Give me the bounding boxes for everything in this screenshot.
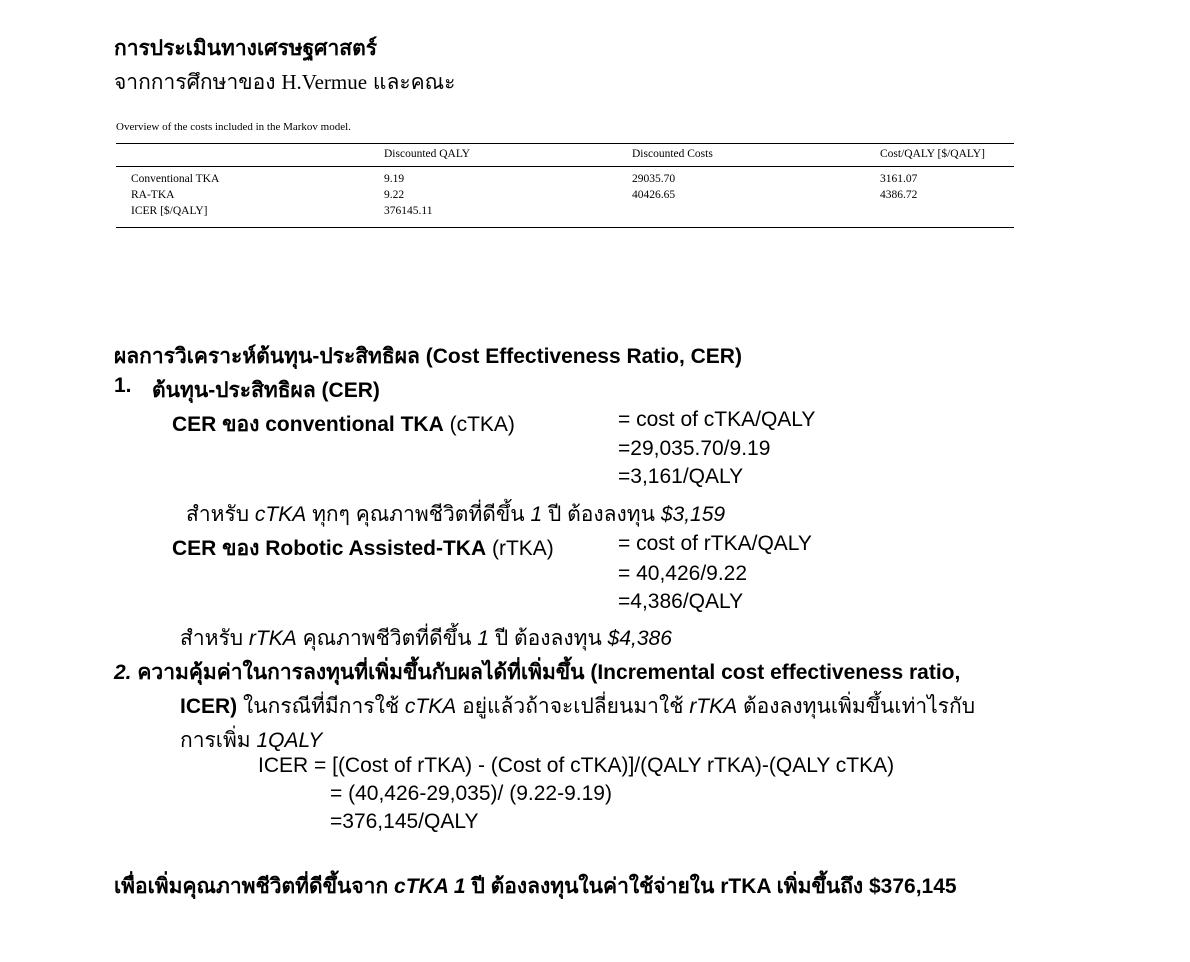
table-cell-cost-qaly: 3161.07 — [880, 173, 918, 185]
subtitle-author: H.Vermue — [281, 70, 368, 94]
ctka-label: CER ของ conventional TKA (cTKA) — [172, 413, 515, 436]
table-cell-costs: 29035.70 — [632, 173, 676, 185]
item1-title: ต้นทุน-ประสิทธิผล (CER) — [152, 379, 380, 402]
rtka-label: CER ของ Robotic Assisted-TKA (rTKA) — [172, 537, 554, 560]
page-title: การประเมินทางเศรษฐศาสตร์ — [114, 37, 378, 60]
table-caption: Overview of the costs included in the Markov model. — [116, 121, 351, 133]
table-cell-costs: 40426.65 — [632, 189, 676, 201]
rtka-eq3: =4,386/QALY — [618, 590, 744, 613]
rtka-eq2: = 40,426/9.22 — [618, 562, 748, 585]
table-row-label: Conventional TKA — [131, 173, 220, 185]
icer-formula: ICER = [(Cost of rTKA) - (Cost of cTKA)]/(QALY rTKA)-(QALY cTKA) — [258, 754, 895, 777]
icer-calc1: = (40,426-29,035)/ (9.22-9.19) — [330, 782, 612, 805]
subtitle-prefix: จากการศึกษาของ — [114, 71, 282, 94]
table-header-rule — [116, 166, 1014, 167]
table-cell-qaly: 376145.11 — [384, 205, 433, 217]
table-cell-cost-qaly: 4386.72 — [880, 189, 918, 201]
ctka-eq3: =3,161/QALY — [618, 465, 744, 488]
ctka-eq2: =29,035.70/9.19 — [618, 437, 771, 460]
table-cell-qaly: 9.19 — [384, 173, 405, 185]
table-header-qaly: Discounted QALY — [384, 148, 471, 160]
item2-title: 2. ความคุ้มค่าในการลงทุนที่เพิ่มขึ้นกับผลได้ที่เพิ่มขึ้น (Incremental cost effectiveness ratio, — [114, 661, 961, 684]
item2-line3: การเพิ่ม 1QALY — [180, 729, 323, 752]
table-row-label: RA-TKA — [131, 189, 175, 201]
table-header-cost-qaly: Cost/QALY [$/QALY] — [880, 148, 985, 160]
page-subtitle — [114, 66, 455, 99]
ctka-note: สำหรับ cTKA ทุกๆ คุณภาพชีวิตที่ดีขึ้น 1 ปี ต้องลงทุน $3,159 — [186, 503, 726, 526]
item2-line2: ICER) ในกรณีที่มีการใช้ cTKA อยู่แล้วถ้าจะเปลี่ยนมาใช้ rTKA ต้องลงทุนเพิ่มขึ้นเท่าไรกับ — [180, 695, 976, 718]
table-cell-qaly: 9.22 — [384, 189, 405, 201]
item1-number: 1. — [114, 374, 132, 397]
subtitle-suffix: และคณะ — [367, 71, 456, 94]
ctka-eq1: = cost of cTKA/QALY — [618, 408, 816, 431]
analysis-heading: ผลการวิเคราะห์ต้นทุน-ประสิทธิผล (Cost Effectiveness Ratio, CER) — [114, 345, 742, 368]
table-header-costs: Discounted Costs — [632, 148, 713, 160]
rtka-eq1: = cost of rTKA/QALY — [618, 532, 812, 555]
table-row-label: ICER [$/QALY] — [131, 205, 208, 217]
conclusion: เพื่อเพิ่มคุณภาพชีวิตที่ดีขึ้นจาก cTKA 1 ปี ต้องลงทุนในค่าใช้จ่ายใน rTKA เพิ่มขึ้นถึง $376,145 — [114, 875, 957, 898]
table-bottom-rule — [116, 227, 1014, 228]
table-top-rule — [116, 143, 1014, 144]
rtka-note: สำหรับ rTKA คุณภาพชีวิตที่ดีขึ้น 1 ปี ต้องลงทุน $4,386 — [180, 627, 672, 650]
icer-calc2: =376,145/QALY — [330, 810, 479, 833]
